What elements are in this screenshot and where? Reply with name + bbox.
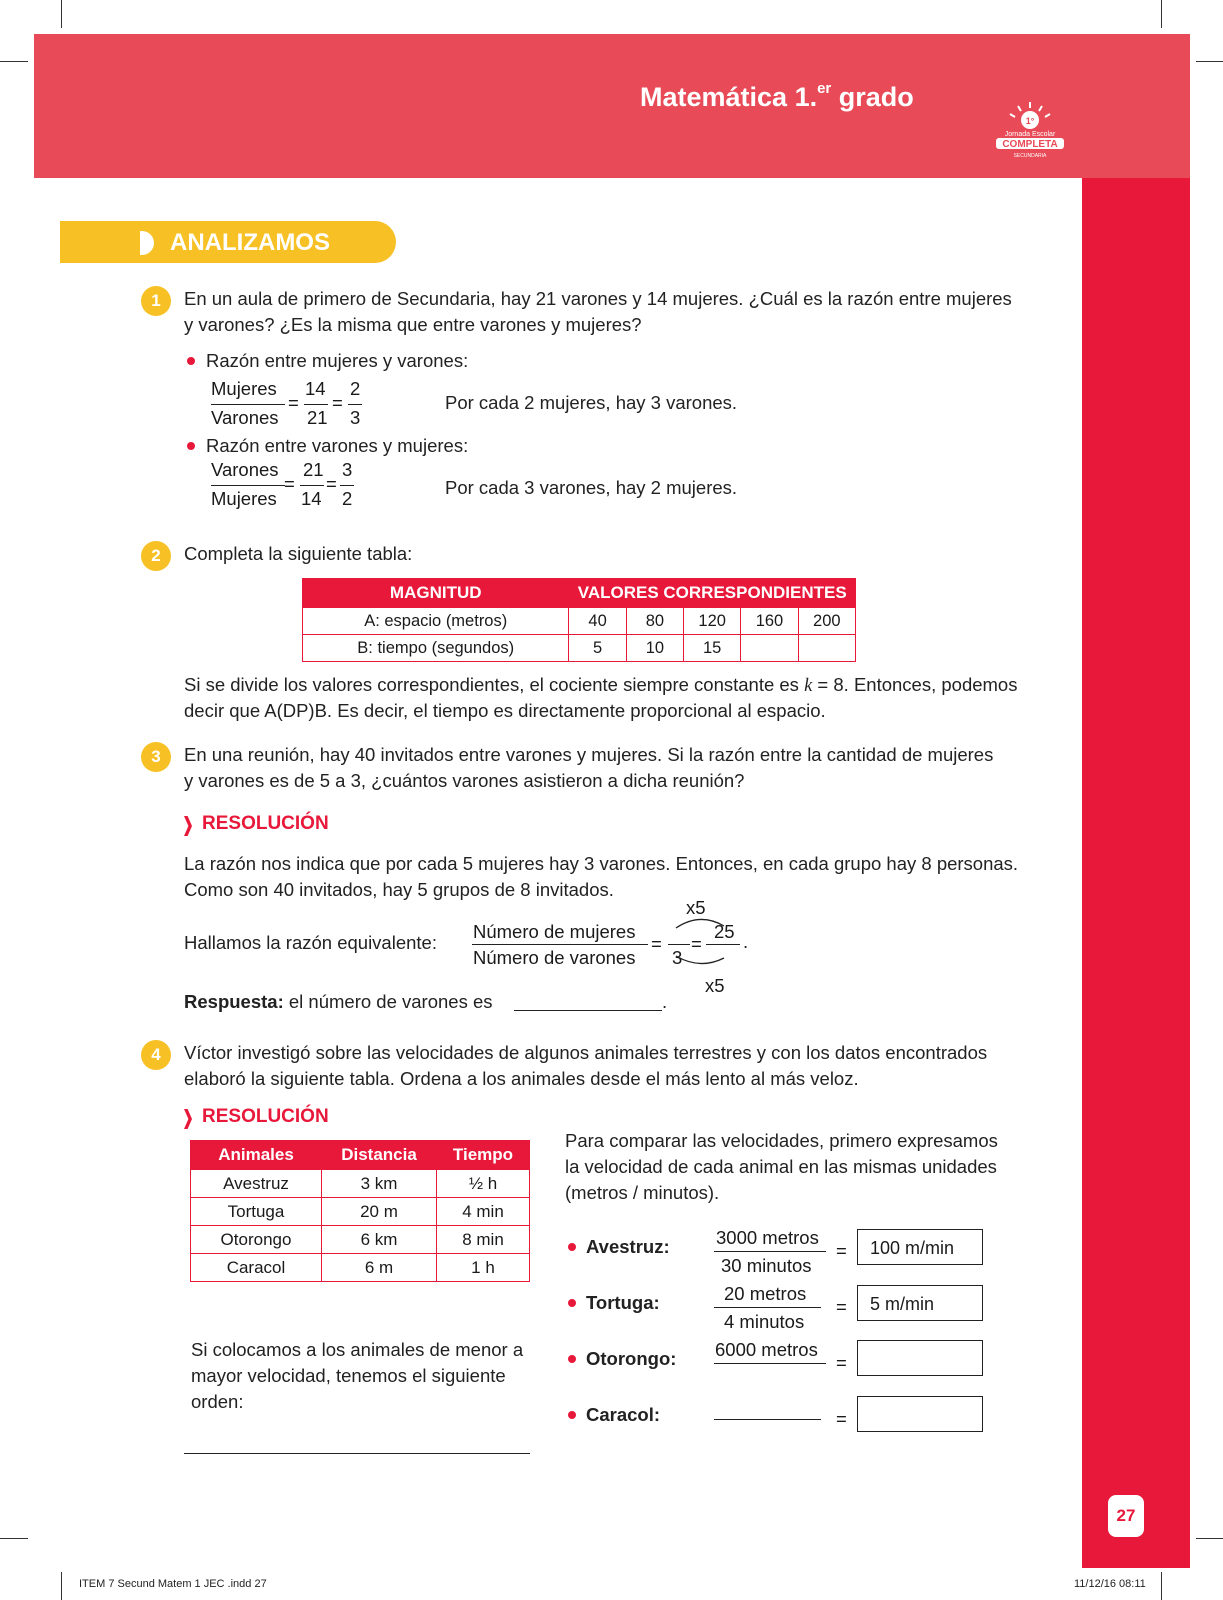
equals-sign: = [326,473,337,494]
table-header: Tiempo [437,1141,530,1170]
bullet-label: Razón entre mujeres y varones: [206,350,469,371]
speed-answer-box[interactable] [857,1340,983,1376]
table-cell: Tortuga [191,1198,322,1226]
frac-numerator: Mujeres [211,378,277,399]
table-cell: 80 [626,608,683,635]
order-text-line3: orden: [191,1391,244,1412]
equals-sign: = [836,1240,847,1261]
bullet-label: Razón entre varones y mujeres: [206,435,469,456]
equals-sign: = [332,392,343,413]
animal-label: Tortuga: [586,1292,660,1313]
table-header: MAGNITUD [303,579,569,608]
multiply-arrows [670,912,740,972]
table-row [303,635,856,662]
speed-answer-box[interactable] [857,1396,983,1432]
frac-numerator: 3000 metros [716,1227,819,1248]
fraction-bar [472,944,648,945]
svg-text:1°: 1° [1025,116,1035,126]
q4-right-text-line1: Para comparar las velocidades, primero expresamos [565,1130,998,1151]
frac-denominator: 14 [301,488,322,509]
crop-mark [1196,61,1223,62]
frac-denominator: 3 [350,407,361,428]
blank-cell[interactable] [741,635,798,662]
svg-text:SECUNDARIA: SECUNDARIA [1013,153,1047,159]
table-row [191,1198,530,1226]
multiplier-top: x5 [686,897,706,918]
table-cell: 4 min [437,1198,530,1226]
bullet-dot [187,357,195,365]
table-cell: 6 km [322,1226,437,1254]
table-cell: 20 m [322,1198,437,1226]
resolution-title: RESOLUCIÓN [202,813,329,834]
speed-answer-box[interactable]: 100 m/min [857,1229,983,1265]
equals-sign: = [836,1296,847,1317]
animal-label: Caracol: [586,1404,661,1425]
fraction-bar [340,485,354,486]
q1-text-line1: En un aula de primero de Secundaria, hay 21 varones y 14 mujeres. ¿Cuál es la razón entre mujeres [184,288,1012,309]
q3-text-line1: En una reunión, hay 40 invitados entre varones y mujeres. Si la razón entre la cantidad de mujeres [184,744,994,765]
frac-denominator: Varones [211,407,279,428]
equals-sign: = [288,392,299,413]
question-number: 4 [141,1040,171,1070]
table-cell: ½ h [437,1170,530,1198]
frac-numerator: 25 [714,921,735,942]
side-band [1082,178,1190,1568]
question-number: 2 [141,541,171,571]
jec-logo [990,100,1070,160]
table-header: Distancia [322,1141,437,1170]
equals-sign: = [691,933,702,954]
blank-cell[interactable] [798,635,855,662]
frac-numerator: Varones [211,459,279,480]
q3-text-line2: y varones es de 5 a 3, ¿cuántos varones asistieron a dicha reunión? [184,770,745,791]
frac-numerator: 3 [342,459,353,480]
page-number: 27 [1108,1495,1144,1537]
speed-answer-box[interactable]: 5 m/min [857,1285,983,1321]
equivalent-ratio-label: Hallamos la razón equivalente: [184,932,437,953]
answer-blank[interactable] [514,1010,662,1011]
q1-text-line2: y varones? ¿Es la misma que entre varones y mujeres? [184,314,642,335]
fraction-bar[interactable] [714,1419,821,1420]
svg-text:Jornada Escolar: Jornada Escolar [1004,131,1056,138]
animals-table [190,1140,530,1282]
table-cell: 40 [569,608,626,635]
table-cell: A: espacio (metros) [303,608,569,635]
fraction-bar [300,485,324,486]
magnitude-table [302,578,856,662]
equals-sign: = [836,1408,847,1429]
table-cell: 15 [684,635,741,662]
bullet-dot [568,1299,576,1307]
frac-numerator: 14 [305,378,326,399]
table-row [191,1254,530,1282]
crop-mark [1161,0,1162,28]
frac-numerator: 21 [303,459,324,480]
answer-line: Respuesta: el número de varones es [184,991,493,1012]
order-answer-blank[interactable] [184,1453,530,1454]
crop-mark [0,1538,28,1539]
bullet-dot [568,1243,576,1251]
q3-resolution-line1: La razón nos indica que por cada 5 mujeres hay 3 varones. Entonces, en cada grupo hay 8 personas. [184,853,1019,874]
equals-sign: = [651,933,662,954]
frac-denominator: 2 [342,488,353,509]
period: . [743,931,749,952]
ratio-explanation: Por cada 3 varones, hay 2 mujeres. [445,477,738,498]
table-header: Animales [191,1141,322,1170]
fraction-bar [714,1251,826,1252]
resolution-marker-icon [184,1109,192,1129]
table-row [303,608,856,635]
table-cell: 120 [684,608,741,635]
q3-resolution-line2: Como son 40 invitados, hay 5 grupos de 8 invitados. [184,879,614,900]
table-row [191,1170,530,1198]
q4-right-text-line2: la velocidad de cada animal en las mismas unidades [565,1156,997,1177]
table-cell: B: tiempo (segundos) [303,635,569,662]
table-cell: 200 [798,608,855,635]
table-row [191,1226,530,1254]
bullet-dot [568,1411,576,1419]
frac-denominator: 4 minutos [724,1311,805,1332]
section-title: ANALIZAMOS [170,229,330,256]
fraction-bar [348,404,362,405]
frac-denominator: Número de varones [473,947,636,968]
footer-date: 11/12/16 08:11 [1074,1578,1146,1590]
question-number: 3 [141,742,171,772]
order-text-line2: mayor velocidad, tenemos el siguiente [191,1365,506,1386]
table-cell: 1 h [437,1254,530,1282]
table-cell: 3 km [322,1170,437,1198]
table-header: VALORES CORRESPONDIENTES [569,579,856,608]
frac-numerator: 2 [350,378,361,399]
q4-text-line2: elaboró la siguiente tabla. Ordena a los animales desde el más lento al más veloz. [184,1068,859,1089]
bullet-dot [187,442,195,450]
frac-denominator: 3 [672,947,683,968]
footer-file-info: ITEM 7 Secund Matem 1 JEC .indd 27 [79,1578,267,1590]
crop-mark [61,1572,62,1600]
frac-numerator: 6000 metros [715,1339,818,1360]
multiplier-bottom: x5 [705,975,725,996]
table-cell: Otorongo [191,1226,322,1254]
frac-denominator: Mujeres [211,488,277,509]
frac-denominator: 30 minutos [721,1255,812,1276]
q2-text: Completa la siguiente tabla: [184,543,413,564]
crop-mark [1196,1538,1223,1539]
q2-explanation-line2: decir que A(DP)B. Es decir, el tiempo es directamente proporcional al espacio. [184,700,826,721]
animal-label: Otorongo: [586,1348,677,1369]
period: . [662,991,668,1012]
table-cell: 160 [741,608,798,635]
q2-explanation-line1: Si se divide los valores correspondientes, el cociente siempre constante es k = 8. Entonces, podemos [184,674,1018,696]
table-cell: 5 [569,635,626,662]
order-text-line1: Si colocamos a los animales de menor a [191,1339,524,1360]
frac-numerator: 20 metros [724,1283,807,1304]
frac-numerator: Número de mujeres [473,921,636,942]
table-cell: 8 min [437,1226,530,1254]
q4-right-text-line3: (metros / minutos). [565,1182,720,1203]
equals-sign: = [284,473,295,494]
ratio-explanation: Por cada 2 mujeres, hay 3 varones. [445,392,738,413]
fraction-bar [714,1363,826,1364]
resolution-marker-icon [184,816,192,836]
fraction-bar [714,1307,821,1308]
frac-denominator: 21 [307,407,328,428]
table-cell: 10 [626,635,683,662]
fraction-bar [211,485,285,486]
page-title: Matemática 1.$^{er}$ grado [640,80,914,112]
resolution-title: RESOLUCIÓN [202,1106,329,1127]
q4-text-line1: Víctor investigó sobre las velocidades de algunos animales terrestres y con los datos encontrados [184,1042,988,1063]
equals-sign: = [836,1352,847,1373]
table-cell: Caracol [191,1254,322,1282]
fraction-bar [211,404,285,405]
crop-mark [61,0,62,28]
crop-mark [0,61,28,62]
question-number: 1 [141,286,171,316]
fraction-bar [304,404,328,405]
svg-text:COMPLETA: COMPLETA [1002,139,1058,150]
table-cell: 6 m [322,1254,437,1282]
table-cell: Avestruz [191,1170,322,1198]
bullet-dot [568,1355,576,1363]
animal-label: Avestruz: [586,1236,670,1257]
